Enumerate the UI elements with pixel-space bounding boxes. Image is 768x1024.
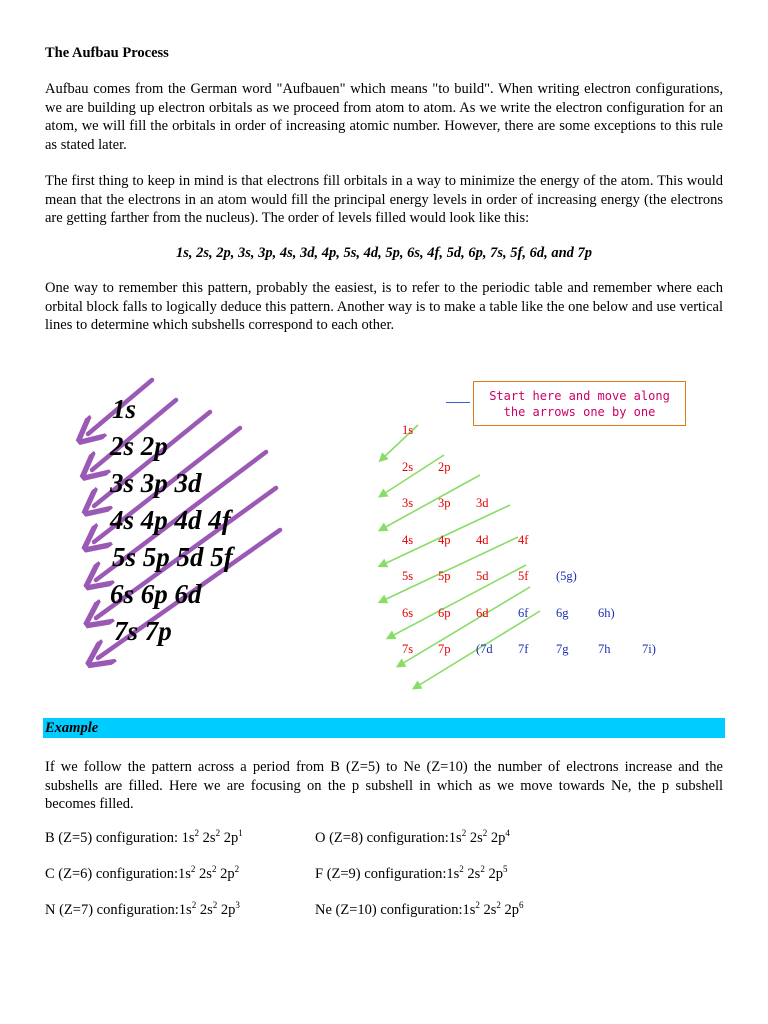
page-title: The Aufbau Process bbox=[45, 45, 169, 61]
orbital-cell: 6h) bbox=[598, 605, 615, 620]
orbital-cell: (7d bbox=[476, 642, 493, 656]
orbital-cell: 3p bbox=[438, 496, 451, 510]
orbital-cell: 3s bbox=[402, 496, 414, 510]
orbital-cell: 7i) bbox=[642, 642, 656, 656]
electron-configuration: Ne (Z=10) $configuration:1s^2$ $2s^2$ $2p^6$ bbox=[315, 900, 524, 918]
left-orbital-row: 6s 6p 6d bbox=[110, 579, 202, 609]
orbital-cell: 7p bbox=[438, 642, 451, 656]
fill-order: 1s, 2s, 2p, 3s, 3p, 4s, 3d, 4p, 5s, 4d, 5p, 6s, 4f, 5d, 6p, 7s, 5f, 6d, and 7p bbox=[175, 245, 593, 261]
example-label: Example bbox=[45, 720, 99, 736]
callout-pointer bbox=[446, 402, 470, 403]
left-orbital-row: 2s 2p bbox=[110, 431, 168, 461]
orbital-cell: 5d bbox=[476, 569, 489, 583]
example-banner bbox=[43, 718, 725, 738]
callout-line-1: Start here and move along bbox=[489, 389, 670, 403]
left-orbital-row: 3s 3p 3d bbox=[110, 468, 202, 498]
callout-line-2: the arrows one by one bbox=[503, 405, 656, 419]
orbital-cell: 4d bbox=[476, 532, 489, 547]
orbital-cell: 7h bbox=[598, 642, 611, 656]
example-paragraph: If we follow the pattern across a period from B (Z=5) to Ne (Z=10) the number of electrons increase and the subshells are filled. Here we are focusing on the p subshell in which as we move towards Ne, the p subshell becomes filled. bbox=[45, 759, 723, 812]
orbital-cell: (5g) bbox=[556, 569, 577, 583]
orbital-cell: 4p bbox=[438, 532, 451, 547]
orbital-cell: 7g bbox=[556, 642, 569, 656]
energy-paragraph: The first thing to keep in mind is that electrons fill orbitals in a way to minimize the energy of the atom. This would mean that the electrons in an atom would fill the principal energy levels in order of increasing energy (the electrons are getting farther from the nucleus). The order of levels filled would look like this: bbox=[45, 173, 723, 226]
aufbau-diagonal-diagram bbox=[70, 370, 290, 690]
orbital-cell: 6p bbox=[438, 605, 451, 620]
orbital-cell: 4s bbox=[402, 532, 414, 547]
left-orbital-row: 7s 7p bbox=[114, 616, 172, 646]
electron-configuration: F (Z=9) $configuration:1s^2$ $2s^2$ $2p^5$ bbox=[315, 864, 508, 882]
aufbau-grid-diagram bbox=[370, 415, 670, 695]
orbital-cell: 3d bbox=[476, 496, 489, 510]
orbital-cell: 7f bbox=[518, 642, 529, 656]
orbital-cell: 6g bbox=[556, 605, 569, 620]
electron-configuration: C (Z=6) $configuration:1s^2$ $2s^2$ $2p^2$ bbox=[45, 864, 240, 882]
left-orbital-row: 4s 4p 4d 4f bbox=[110, 505, 231, 535]
orbital-cell: 7s bbox=[402, 642, 414, 656]
orbital-cell: 5s bbox=[402, 569, 414, 583]
intro-paragraph: Aufbau comes from the German word "Aufbauen" which means "to build". When writing electron configurations, we are building up electron orbitals as we proceed from atom to atom. As we write the electron configuration for an atom, we will fill the orbitals in order of increasing atomic number. However, there are some exceptions to this rule as stated later. bbox=[45, 81, 723, 153]
purple-arrows bbox=[70, 370, 290, 690]
orbital-cell: 2p bbox=[438, 459, 451, 474]
orbital-cell: 1s bbox=[402, 423, 414, 437]
pattern-paragraph: One way to remember this pattern, probably the easiest, is to refer to the periodic table and remember where each orbital block falls to logically deduce this pattern. Another way is to make a table like the one below and use vertical lines to determine which subshells correspond to each other. bbox=[45, 280, 723, 333]
orbital-cell: 6s bbox=[402, 605, 414, 620]
orbital-cell: 6d bbox=[476, 605, 489, 620]
orbital-cell: 2s bbox=[402, 459, 414, 474]
electron-configuration: N (Z=7) $configuration:1s^2$ $2s^2$ $2p^3$ bbox=[45, 900, 240, 918]
orbital-cell: 5p bbox=[438, 569, 451, 583]
orbital-cell: 5f bbox=[518, 569, 529, 583]
orbital-cell: 4f bbox=[518, 532, 529, 547]
electron-configuration: B (Z=5) configuration: $1s^2$ $2s^2$ $2p^1$ bbox=[45, 828, 243, 846]
orbital-cell: 6f bbox=[518, 605, 529, 620]
left-orbital-row: 1s bbox=[112, 394, 137, 424]
left-orbital-row: 5s 5p 5d 5f bbox=[112, 542, 233, 572]
electron-configuration: O (Z=8) $configuration:1s^2$ $2s^2$ $2p^4$ bbox=[315, 828, 510, 846]
